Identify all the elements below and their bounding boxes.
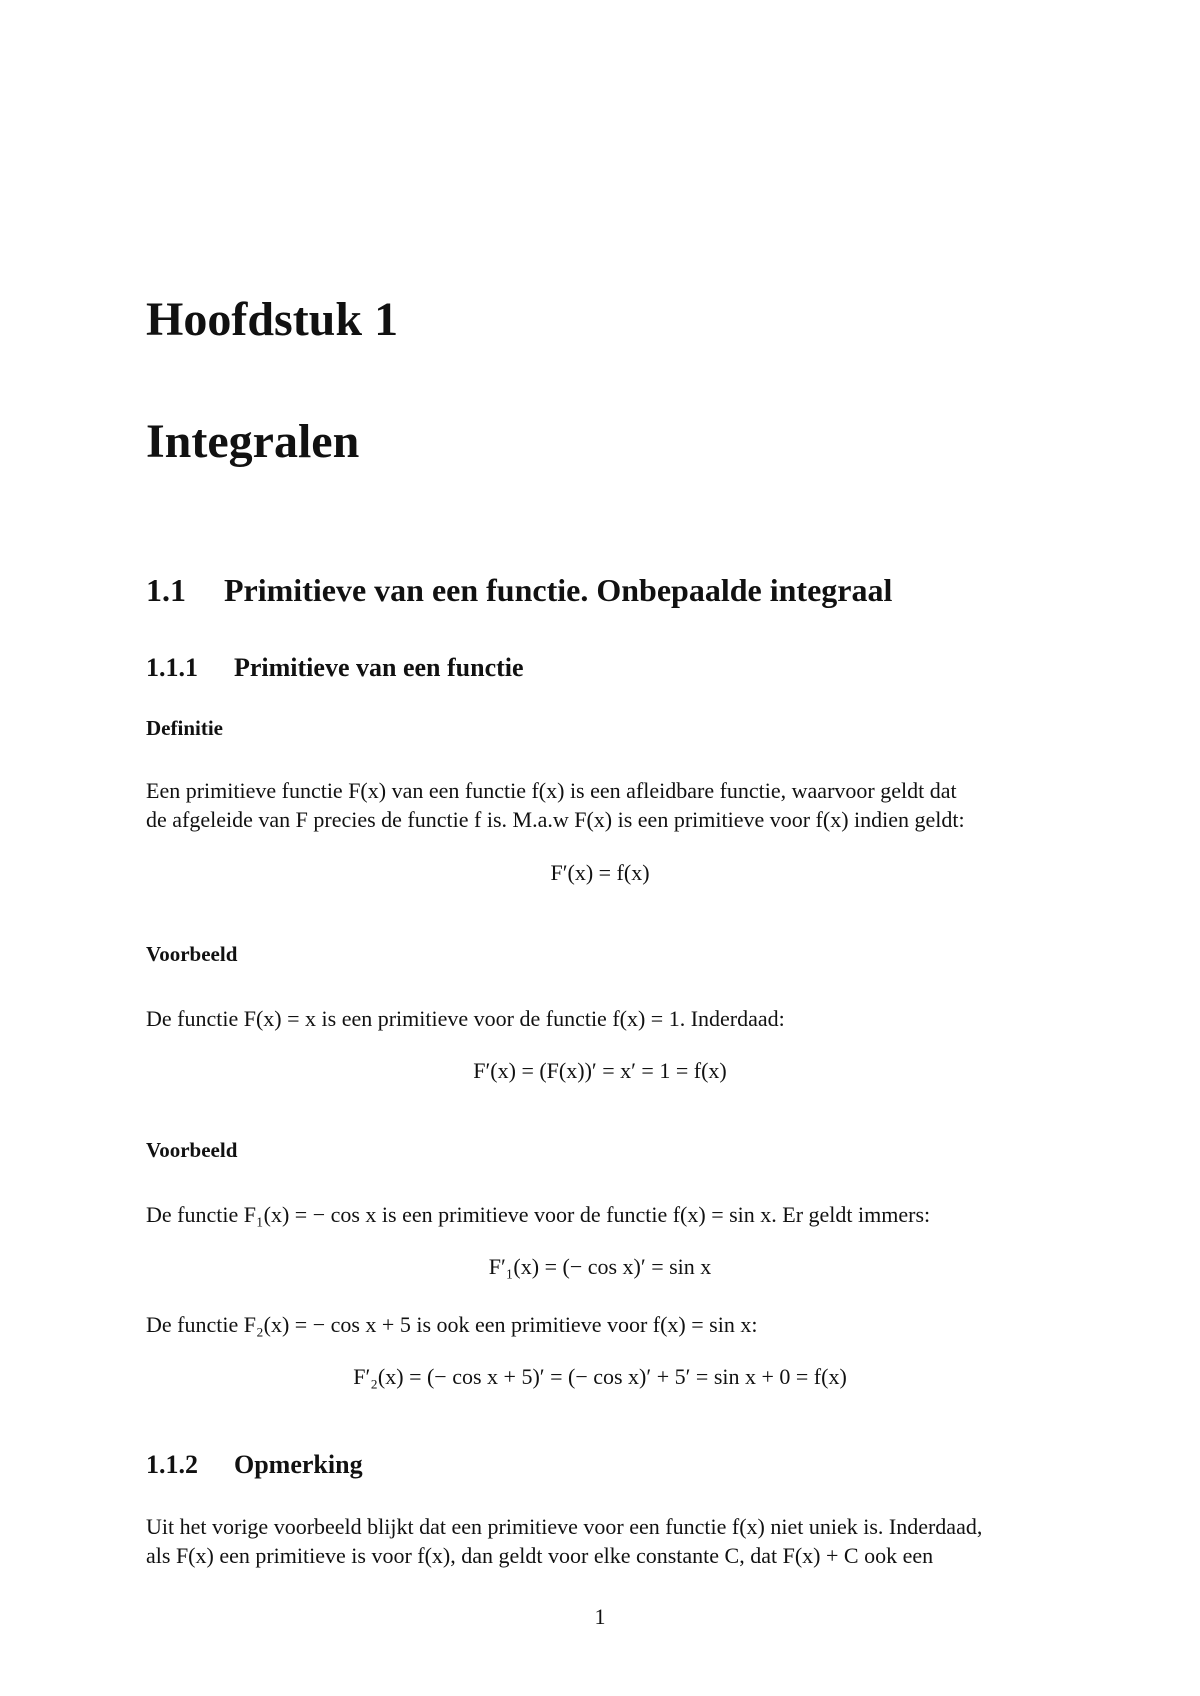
voorbeeld-1-text: De functie F(x) = x is een primitieve voor de functie f(x) = 1. Inderdaad: bbox=[146, 1006, 785, 1031]
voorbeeld-2-text-2: De functie F₂(x) = − cos x + 5 is ook een primitieve voor f(x) = sin x: bbox=[146, 1312, 758, 1337]
voorbeeld-2-text-1: De functie F₁(x) = − cos x is een primitieve voor de functie f(x) = sin x. Er geldt immers: bbox=[146, 1202, 931, 1227]
definitie-line-1: Een primitieve functie F(x) van een functie f(x) is een afleidbare functie, waarvoor geldt dat bbox=[146, 778, 957, 803]
subsection-number: 1.1.1 bbox=[146, 653, 198, 682]
definitie-equation: F′(x) = f(x) bbox=[550, 860, 650, 885]
subsection-heading-1-1-2 bbox=[146, 1452, 363, 1478]
definitie-paragraph bbox=[146, 776, 1061, 834]
voorbeeld-2-equation-2: F′₂(x) = (− cos x + 5)′ = (− cos x)′ + 5′ = sin x + 0 = f(x) bbox=[353, 1364, 847, 1389]
section-title: Primitieve van een functie. Onbepaalde integraal bbox=[224, 572, 893, 608]
subsection-number: 1.1.2 bbox=[146, 1450, 198, 1479]
section-number: 1.1 bbox=[146, 572, 186, 608]
voorbeeld-1-equation: F′(x) = (F(x))′ = x′ = 1 = f(x) bbox=[473, 1058, 727, 1083]
subsection-title: Opmerking bbox=[234, 1450, 363, 1479]
opmerking-line-1: Uit het vorige voorbeeld blijkt dat een primitieve voor een functie f(x) niet uniek is. Inderdaad, bbox=[146, 1514, 983, 1539]
chapter-label: Hoofdstuk 1 bbox=[146, 293, 399, 346]
voorbeeld-2-equation-1: F′₁(x) = (− cos x)′ = sin x bbox=[488, 1254, 712, 1279]
section-heading-1-1 bbox=[146, 574, 892, 606]
voorbeeld-1-heading: Voorbeeld bbox=[146, 942, 238, 966]
opmerking-line-2: als F(x) een primitieve is voor f(x), dan geldt voor elke constante C, dat F(x) + C ook een bbox=[146, 1543, 934, 1568]
definitie-heading: Definitie bbox=[146, 716, 223, 740]
page-number: 1 bbox=[594, 1604, 606, 1629]
voorbeeld-2-heading: Voorbeeld bbox=[146, 1138, 238, 1162]
subsection-title: Primitieve van een functie bbox=[234, 653, 524, 682]
opmerking-paragraph bbox=[146, 1512, 1061, 1570]
chapter-title: Integralen bbox=[146, 415, 360, 468]
subsection-heading-1-1-1 bbox=[146, 655, 524, 681]
definitie-line-2: de afgeleide van F precies de functie f is. M.a.w F(x) is een primitieve voor f(x) indien geldt: bbox=[146, 807, 965, 832]
